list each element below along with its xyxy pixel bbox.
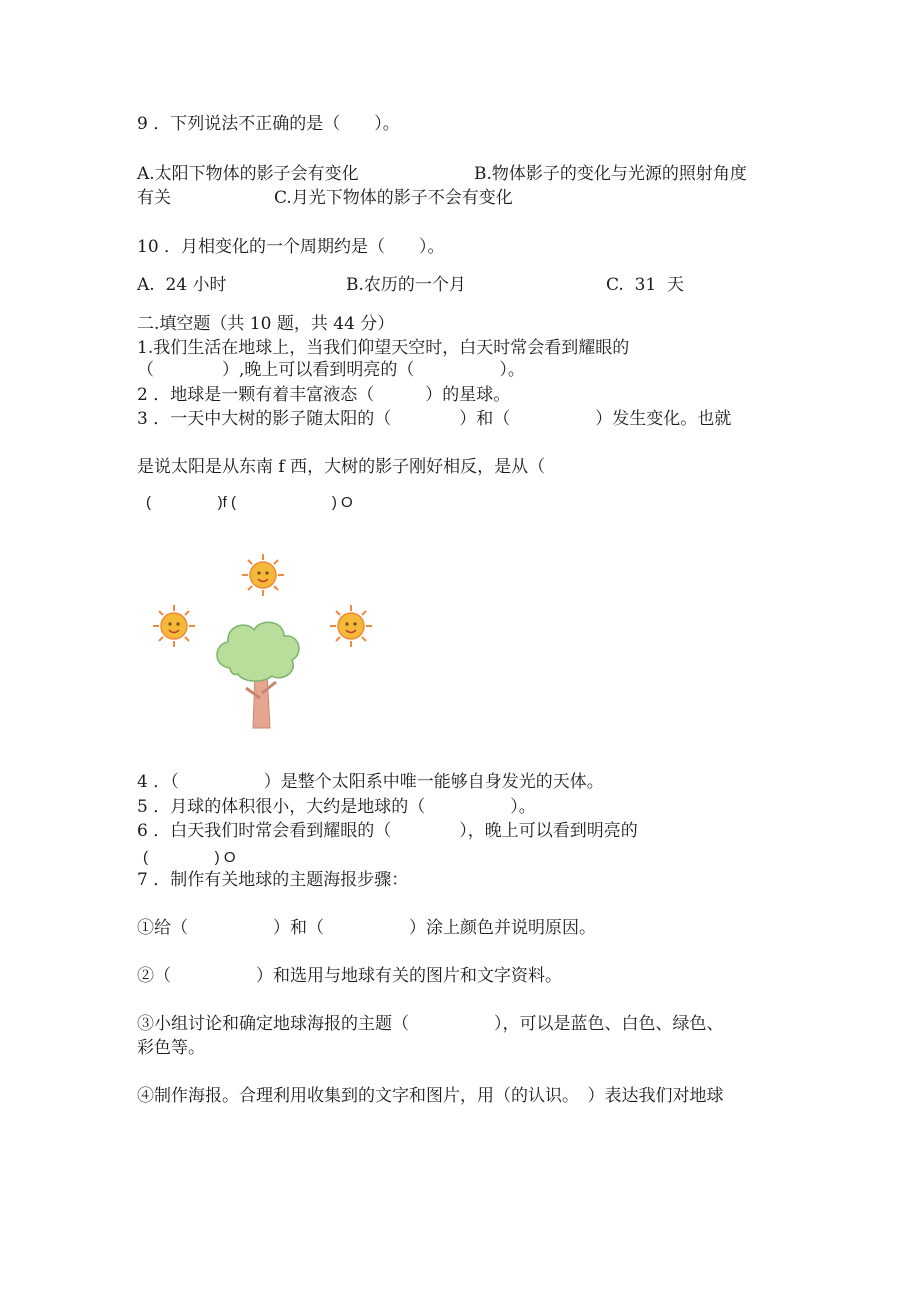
fill-q7-step2: ②（ ）和选用与地球有关的图片和文字资料。 xyxy=(137,966,562,986)
fill-q6-line1: 6 ．白天我们时常会看到耀眼的（ ），晚上可以看到明亮的 xyxy=(137,821,638,841)
q9-option-a: A.太阳下物体的影子会有变化 xyxy=(137,164,359,184)
sun-icon xyxy=(242,554,284,596)
sun-tree-illustration xyxy=(150,548,390,738)
q9-option-b-continued: 有关 xyxy=(137,188,171,208)
tree-icon xyxy=(217,622,299,728)
fill-q7: 7 ．制作有关地球的主题海报步骤： xyxy=(137,870,409,890)
q10-stem: 10 ．月相变化的一个周期约是（ ）。 xyxy=(137,237,445,257)
fill-q1-line2: （ ）,晚上可以看到明亮的（ ）。 xyxy=(137,360,525,380)
fill-q7-step1: ①给（ ）和（ ）涂上颜色并说明原因。 xyxy=(137,918,596,938)
section-heading: 二.填空题（共 10 题，共 44 分） xyxy=(137,314,395,334)
q10-option-c: C. 31 天 xyxy=(606,275,685,295)
fill-q5: 5 ．月球的体积很小，大约是地球的（ ）。 xyxy=(137,797,536,817)
q10-option-b: B.农历的一个月 xyxy=(346,275,466,295)
fill-q3-line1: 3 ．一天中大树的影子随太阳的（ ）和（ ）发生变化。也就 xyxy=(137,409,732,429)
q9-stem: 9 ．下列说法不正确的是（ ）。 xyxy=(137,114,400,134)
q9-option-c: C.月光下物体的影子不会有变化 xyxy=(274,188,513,208)
fill-q7-step4: ④制作海报。合理利用收集到的文字和图片，用（的认识。 ）表达我们对地球 xyxy=(137,1086,724,1106)
fill-q2: 2 ．地球是一颗有着丰富液态（ ）的星球。 xyxy=(137,385,511,405)
q9-option-b: B.物体影子的变化与光源的照射角度 xyxy=(474,164,747,184)
fill-q3-line2: 是说太阳是从东南 f 西，大树的影子刚好相反，是从（ xyxy=(137,457,546,477)
fill-q6-line2: ( ) O xyxy=(143,849,236,866)
sun-icon xyxy=(153,605,195,647)
fill-q1-line1: 1.我们生活在地球上，当我们仰望天空时，白天时常会看到耀眼的 xyxy=(137,338,630,358)
q10-option-a: A. 24 小时 xyxy=(137,275,227,295)
fill-q3-line3: ( )f ( ) O xyxy=(146,494,353,511)
fill-q4: 4 ．（ ）是整个太阳系中唯一能够自身发光的天体。 xyxy=(137,772,604,792)
fill-q7-step3-line1: ③小组讨论和确定地球海报的主题（ ），可以是蓝色、白色、绿色、 xyxy=(137,1014,724,1034)
fill-q7-step3-line2: 彩色等。 xyxy=(137,1038,205,1058)
sun-icon xyxy=(330,605,372,647)
